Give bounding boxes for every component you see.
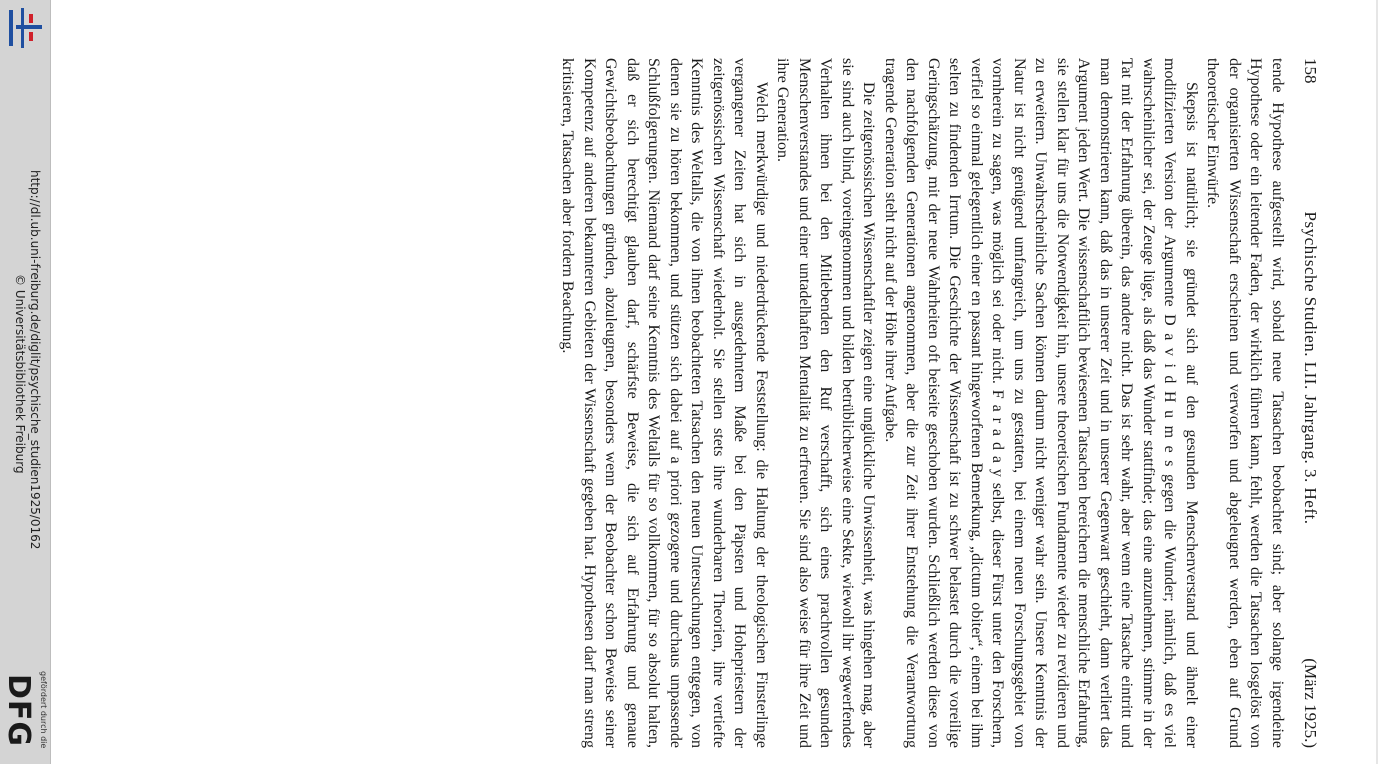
dfg-logo [1, 674, 36, 754]
copyright-notice: © Universitätsbibliothek Freiburg [13, 274, 27, 474]
scanned-page [116, 58, 1322, 748]
paragraph: Die zeitgenössischen Wissenschaftler zeigen eine unglückliche Unwissenheit, was hingehen mag, aber sie sind auch blind, voreingenommen und bilden betrüblicherweise eine Sekte, wiewohl ihr wegwerfendes Verhalten ihnen bei den Mitlebenden den Ruf verschafft, sich eines prachtvollen gesunden Menschenverstandes und einer untadelhaften Mentalität zu erfreuen. Sie sind also weise für ihre Zeit und ihre Generation. [774, 58, 878, 748]
page-body [557, 58, 1288, 748]
paragraph: Welch merkwürdige und niederdrückende Feststellung: die Haltung der theologischen Finsterlinge vergangener Zeiten hat sich in ausgedehntem Maße bei den Päpsten und Hohepriestern der zeitgenössischen Wissenschaft wiederholt. Sie stellen stets ihre wunderbaren Theorien, ihre vertiefte Kenntnis des Weltalls, die von ihnen beobachteten Tatsachen den neuen Untersuchungen entgegen, von denen sie zu hören bekommen, und stützen sich dabei auf a priori gezogene und durchaus unpassende Schlußfolgerungen. Niemand darf seine Kenntnis des Weltalls für so vollkommen, für so absolut halten, daß er sich berechtigt glauben darf, schärfste Beweise, die sich auf Erfahrung und genaue Gewichtsbeobachtungen gründen, abzuleugnen, besonders wenn der Beobachter schon Beweise seiner Kompetenz auf anderen bekannteren Gebieten der Wissenschaft gegeben hat. Hypothesen darf man streng kritisieren, Tatsachen aber fordern Beachtung. [559, 58, 770, 748]
dfg-logo-text: DFG [1, 674, 36, 748]
funding-note: gefördert durch die [39, 671, 48, 749]
running-title: Psychische Studien. LII. Jahrgang. 3. Heft. [1301, 211, 1320, 525]
issue-date: (März 1925.) [1301, 658, 1320, 748]
page-header [1296, 58, 1322, 748]
paragraph: Skepsis ist natürlich; sie gründet sich auf den gesunden Menschenverstand und ähnelt einer modifizierten Version der Argumente D a v i d H u m e s gegen die Wunder; nämlich, daß es viel wahrscheinlicher sei, der Zeuge lüge, als daß das Wunder stattfinde; das eine anzunehmen, stimme in der Tat mit der Erfahrung überein, das andere nicht. Das ist sehr wahr, aber wenn eine Tatsache eintritt und man demonstrieren kann, daß das in unserer Zeit und in unserer Gegenwart geschieht, dann verliert das Argument jeden Wert. Die wissenschaftlich bewiesenen Tatsachen bereichern die menschliche Erfahrung, sie stellen klar für uns die Notwendigkeit hin, unsere theoretischen Fundamente wieder zu revidieren und zu erweitern. Unwahrscheinliche Sachen können darum nicht weniger wahr sein. Unsere Kenntnis der Natur ist nicht genügend umfangreich, um uns zu gestatten, bei einem neuen Forschungsgebiet von vornherein zu sagen, was möglich sei oder nicht. F a r a d a y selbst, dieser Fürst unter den Forschern, verfiel so einmal gelegentlich einer en passant hingeworfenen Bemerkung, „dictum obiter“, einem bei ihm selten zu findenden Irrtum. Die Geschichte der Wissenschaft ist zu schwer belastet durch die voreilige Geringschätzung, mit der neue Wahrheiten oft beiseite geschoben wurden. Schließlich werden diese von den nachfolgenden Generationen angenommen, aber die zur Zeit ihrer Entstehung die Verantwortung tragende Generation steht nicht auf der Höhe ihrer Aufgabe. [882, 58, 1200, 748]
viewer-sidebar [0, 0, 51, 764]
library-logo-icon [6, 8, 44, 48]
page-number: 158 [1301, 58, 1320, 84]
paragraph: tende Hypothese aufgestellt wird, sobald neue Tatsachen beobachtet sind; aber solange irgendeine Hypothese oder ein leitender Faden, der wirklich führen kann, fehlt, werden die Tatsachen losgelöst von der organisierten Wissenschaft erscheinen und verworfen und abgeleugnet werden, eben auf Grund theoretischer Einwürfe. [1204, 58, 1286, 748]
document-url[interactable]: http://dl.ub.uni-freiburg.de/diglit/psychische_studien1925/0162 [28, 170, 42, 550]
